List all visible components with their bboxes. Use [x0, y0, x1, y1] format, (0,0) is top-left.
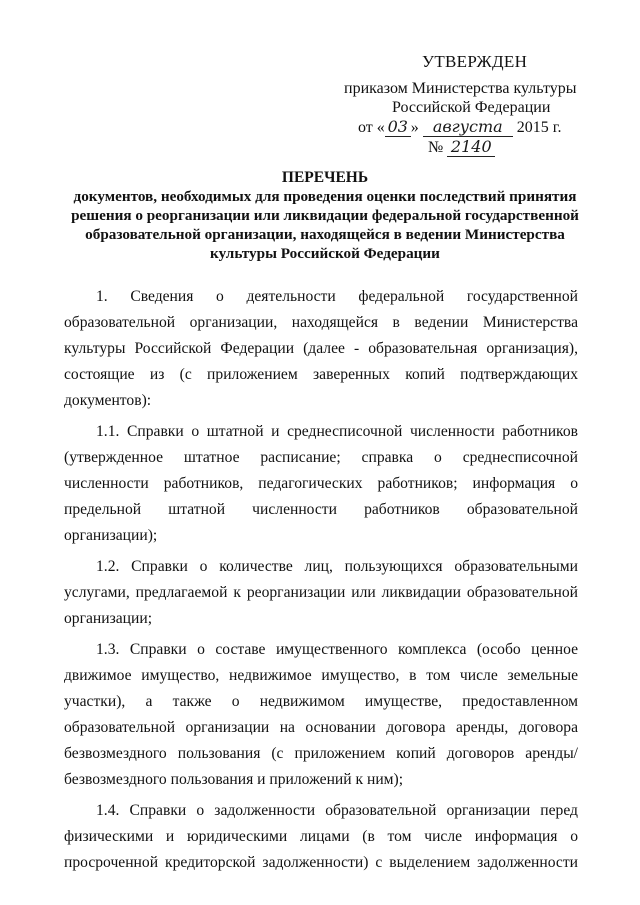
handwritten-number: 2140	[447, 137, 495, 157]
paragraph-1-2: 1.2. Справки о количестве лиц, пользующихся образовательными услугами, предлагаемой к реорганизации или ликвидации образовательной организации;	[64, 558, 578, 627]
paragraph-1: 1. Сведения о деятельности федеральной государственной образовательной организации, находящейся в ведении Министерства культуры Российской Федерации (далее - образовательная организация), состоящие из (с приложением заверенных копий подтверждающих документов):	[64, 288, 578, 409]
approval-date-line	[340, 117, 600, 137]
date-year: 2015 г.	[516, 119, 562, 136]
date-prefix: от «	[358, 119, 385, 136]
paragraph-1-4: 1.4. Справки о задолженности образовательной организации перед физическими и юридическими лицами (в том числе информация о просроченной кредиторской задолженности) с выделением задолженности	[64, 802, 578, 871]
date-mid: »	[410, 119, 419, 136]
approval-number-line	[340, 137, 600, 157]
paragraph-1-1: 1.1. Справки о штатной и среднесписочной численности работников (утвержденное штатное расписание; справка о среднесписочной численности работников, педагогических работников; информация о предельной штатной численности работников образовательной организации);	[64, 423, 578, 544]
paragraph-1-3: 1.3. Справки о составе имущественного комплекса (особо ценное движимое имущество, недвижимое имущество, в том числе земельные участки), а также о недвижимом имуществе, предоставленном образовательной организации на основании договора аренды, договора безвозмездного пользования (с приложением копий договоров аренды/безвозмездного пользования и приложений к ним);	[64, 641, 578, 788]
handwritten-day: 03	[385, 117, 411, 137]
approval-heading: УТВЕРЖДЕН	[422, 52, 528, 71]
number-prefix: №	[428, 139, 444, 156]
approval-federation-line: Российской Федерации	[392, 99, 551, 116]
handwritten-month: августа	[423, 117, 513, 137]
document-title	[60, 168, 590, 263]
title-heading: ПЕРЕЧЕНЬ	[281, 169, 369, 186]
approval-order-line: приказом Министерства культуры	[344, 80, 577, 97]
document-body	[64, 284, 578, 876]
title-subtitle: документов, необходимых для проведения оценки последствий принятия решения о реорганизации или ликвидации федеральной государственной образовательной организации, находящейся в ведении Министерства культуры Российской Федерации	[71, 188, 579, 262]
approval-stamp-block	[340, 52, 600, 157]
